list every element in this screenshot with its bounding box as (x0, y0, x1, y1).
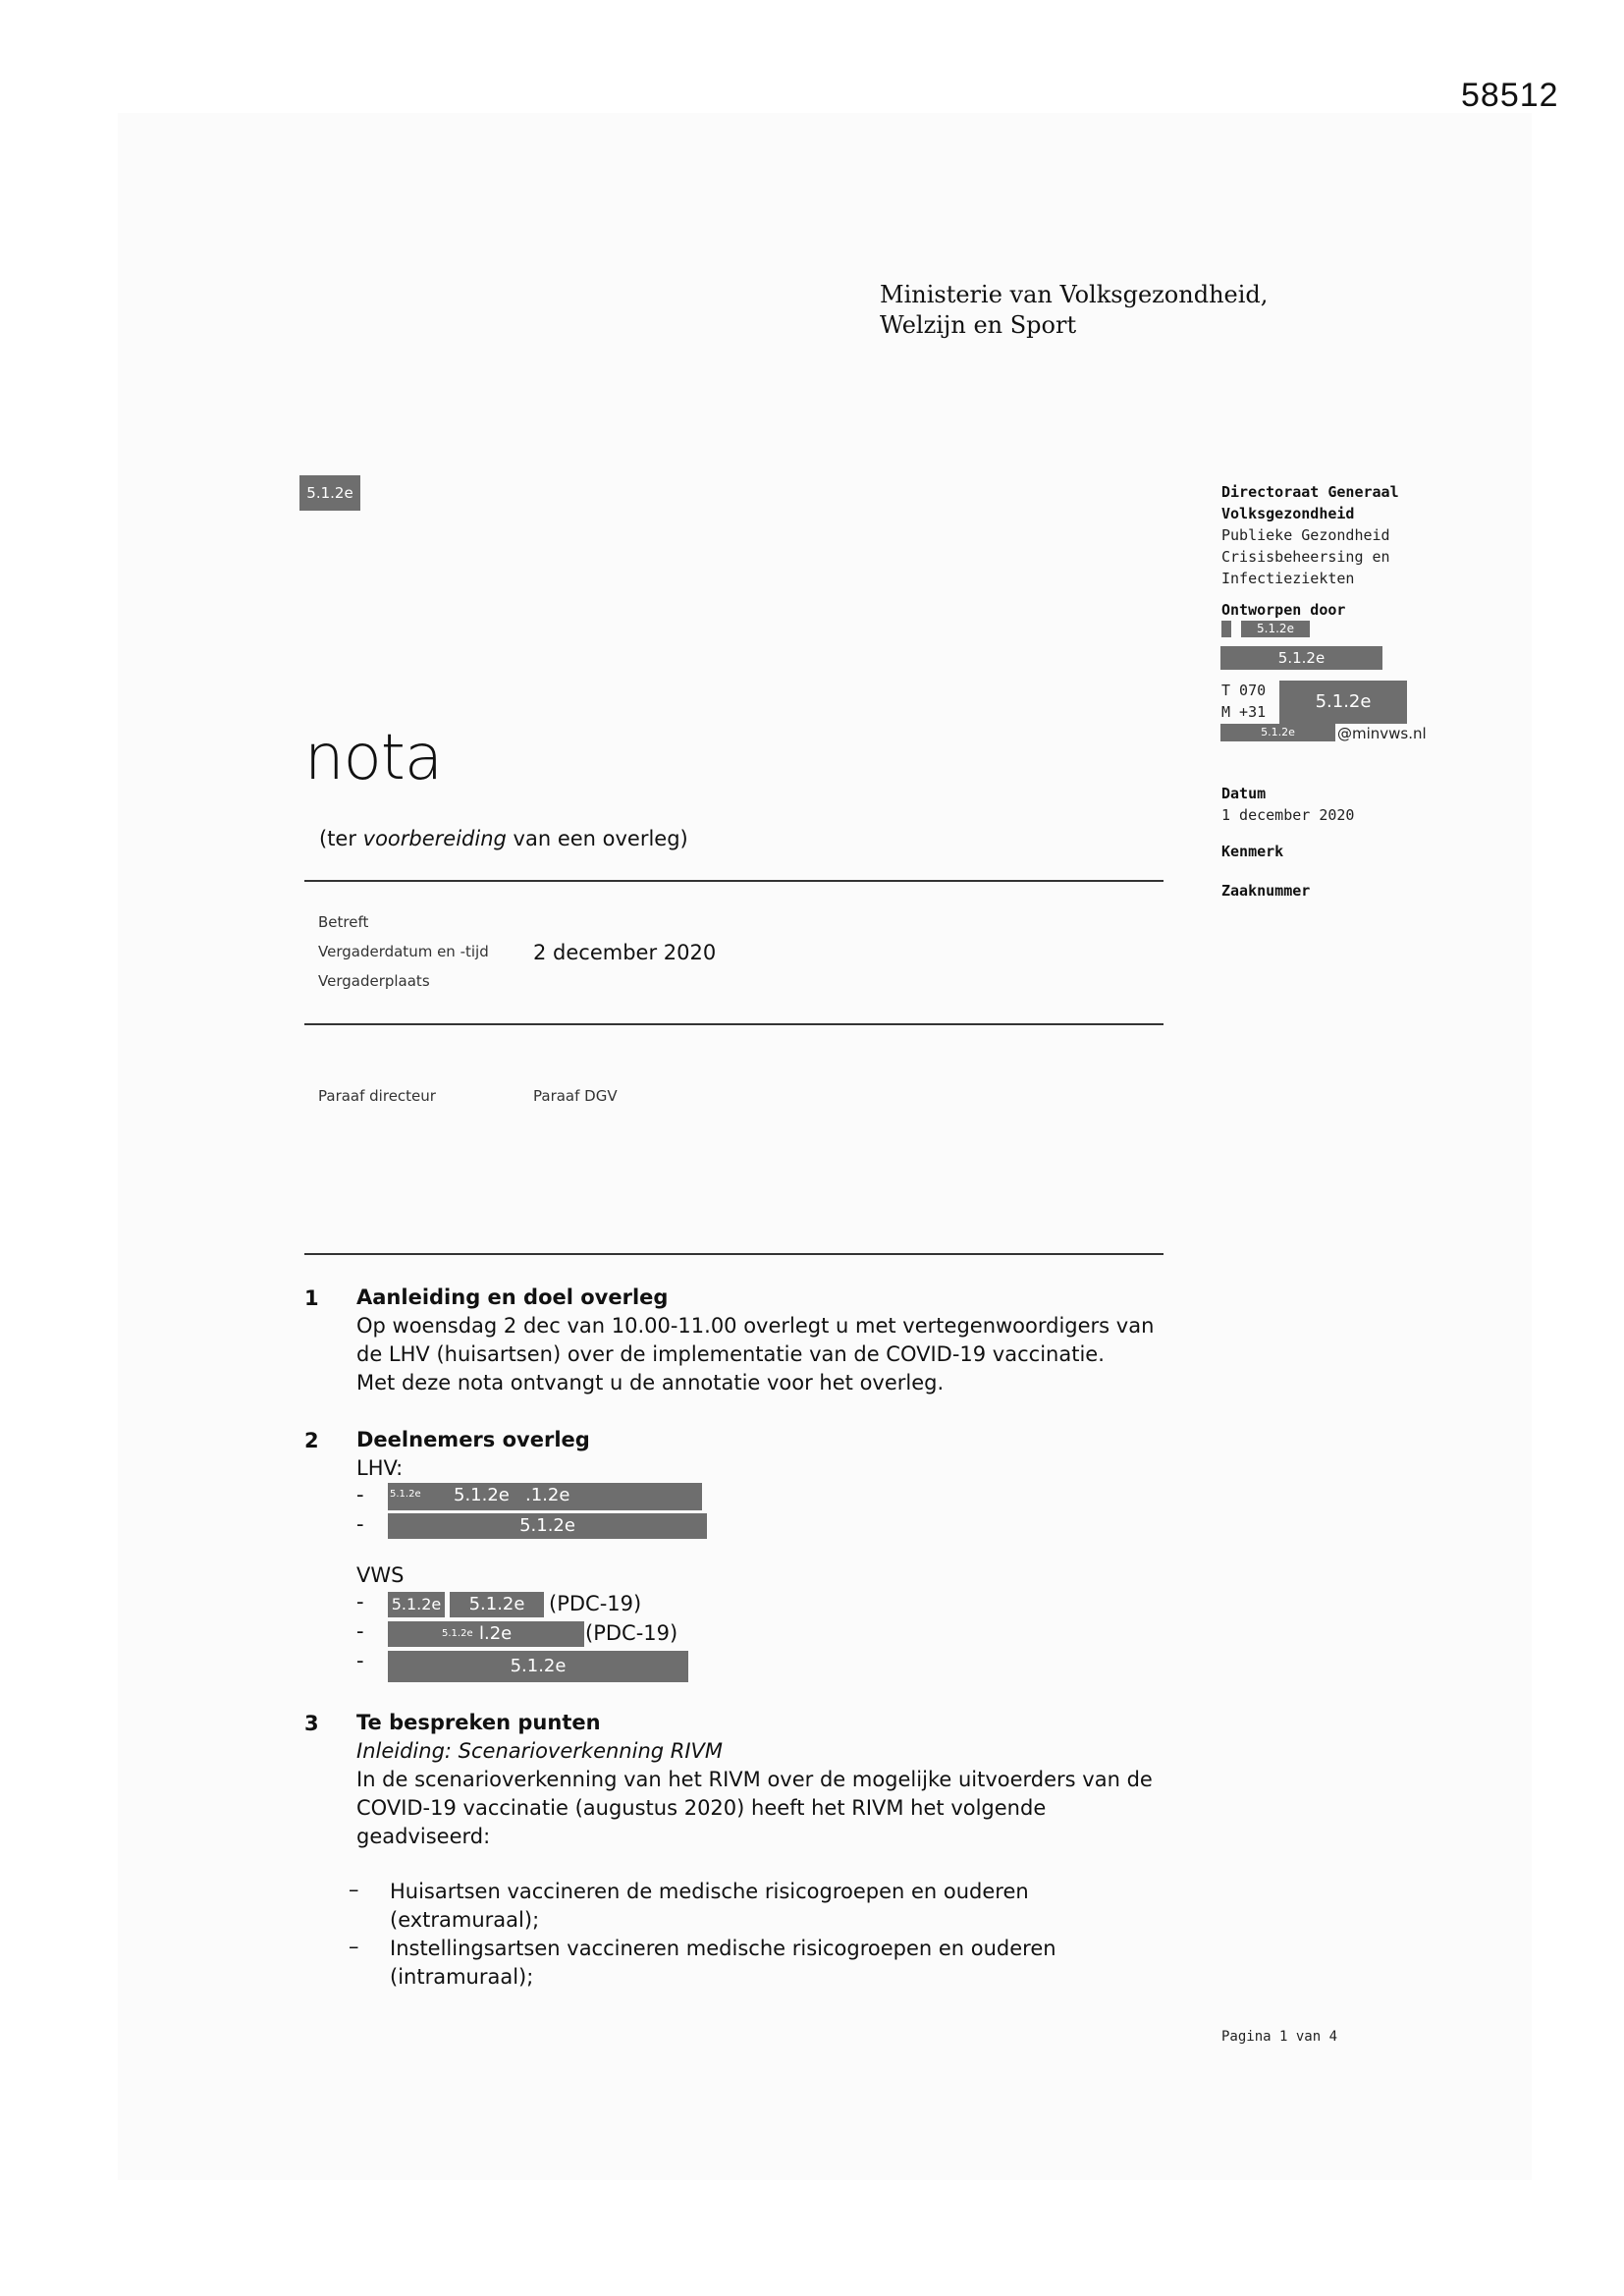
document-number: 58512 (1461, 77, 1559, 114)
signoff-director: Paraaf directeur (318, 1087, 436, 1105)
date-value: 1 december 2020 (1221, 806, 1355, 824)
participant-role: (PDC-19) (585, 1621, 678, 1645)
meeting-place-label: Vergaderplaats (318, 972, 430, 990)
redaction-label: l.2e (479, 1623, 513, 1644)
list-dash: - (356, 1619, 364, 1643)
paragraph-line: geadviseerd: (356, 1825, 491, 1848)
subtitle: (ter voorbereiding van een overleg) (319, 827, 688, 850)
list-dash: - (356, 1590, 364, 1613)
redaction-box: 5.1.2e (1241, 621, 1310, 637)
redaction-box: 5.1.2e (1220, 724, 1335, 741)
org-line-2: Volksgezondheid (1221, 505, 1355, 522)
section-heading: Te bespreken punten (356, 1711, 601, 1734)
section-heading: Aanleiding en doel overleg (356, 1285, 669, 1309)
phone-m: M +31 (1221, 703, 1267, 721)
subsection-intro: Inleiding: Scenarioverkenning RIVM (356, 1739, 724, 1763)
date-label: Datum (1221, 785, 1267, 802)
paragraph-line: Met deze nota ontvangt u de annotatie voor het overleg. (356, 1371, 945, 1394)
redaction-label: 5.1.2e (442, 1628, 473, 1639)
org-line-3: Publieke Gezondheid (1221, 526, 1390, 544)
page-number: Pagina 1 van 4 (1221, 2029, 1338, 2045)
meeting-datetime-label: Vergaderdatum en -tijd (318, 943, 489, 960)
org-line-4: Crisisbeheersing en (1221, 548, 1390, 566)
org-line-5: Infectieziekten (1221, 570, 1355, 587)
redaction-box: 5.1.2e (388, 1513, 707, 1539)
org-line-1: Directoraat Generaal (1221, 483, 1399, 501)
list-dash: - (356, 1512, 364, 1536)
section-number: 1 (304, 1286, 319, 1310)
divider (304, 1253, 1164, 1255)
section-number: 2 (304, 1429, 319, 1452)
paragraph-line: COVID-19 vaccinatie (augustus 2020) heeft het RIVM het volgende (356, 1796, 1047, 1820)
sidebar-organization (1221, 481, 1399, 589)
redaction-box: 5.1.2e (1220, 646, 1382, 670)
page-title: nota (304, 722, 443, 794)
signoff-dgv: Paraaf DGV (533, 1087, 618, 1105)
list-dash: – (349, 1878, 359, 1901)
redaction-box (1221, 621, 1231, 637)
redaction-box: 5.1.2e (299, 475, 360, 511)
list-dash: - (356, 1483, 364, 1506)
case-number-label: Zaaknummer (1221, 882, 1311, 900)
ministry-line-1: Ministerie van Volksgezondheid, (880, 281, 1269, 308)
redaction-label: 5.1.2e (390, 1489, 421, 1500)
redaction-box: 5.1.2e (388, 1592, 445, 1617)
redaction-label: 5.1.2e (454, 1485, 510, 1505)
section-1 (356, 1284, 1154, 1397)
list-dash: – (349, 1935, 359, 1958)
participant-group-lhv: LHV: (356, 1456, 404, 1480)
ministry-logo (880, 280, 1268, 341)
list-dash: - (356, 1649, 364, 1672)
phone-t: T 070 (1221, 682, 1267, 699)
section-3 (356, 1709, 1153, 1851)
paragraph-line: de LHV (huisartsen) over de implementatie van de COVID-19 vaccinatie. (356, 1342, 1105, 1366)
paragraph-line: In de scenarioverkenning van het RIVM over de mogelijke uitvoerders van de (356, 1768, 1153, 1791)
reference-label: Kenmerk (1221, 843, 1284, 860)
ministry-line-2: Welzijn en Sport (880, 311, 1077, 339)
email-suffix: @minvws.nl (1337, 725, 1427, 742)
paragraph-line: Op woensdag 2 dec van 10.00-11.00 overlegt u met vertegenwoordigers van (356, 1314, 1155, 1338)
list-item: Huisartsen vaccineren de medische risicogroepen en ouderen (extramuraal); (390, 1880, 1029, 1932)
participant-role: (PDC-19) (549, 1592, 642, 1615)
participant-group-vws: VWS (356, 1563, 405, 1587)
divider (304, 880, 1164, 882)
designed-by-label: Ontworpen door (1221, 601, 1346, 619)
list-item: Instellingsartsen vaccineren medische risicogroepen en ouderen (intramuraal); (390, 1937, 1056, 1989)
section-heading: Deelnemers overleg (356, 1428, 590, 1451)
divider (304, 1023, 1164, 1025)
meeting-date: 2 december 2020 (533, 941, 717, 964)
redaction-box: 5.1.2e (388, 1651, 688, 1682)
redaction-box: 5.1.2e (1279, 681, 1407, 724)
redaction-label: .1.2e (525, 1485, 570, 1505)
subject-label: Betreft (318, 913, 369, 931)
page-sheet (118, 113, 1532, 2180)
section-number: 3 (304, 1712, 319, 1735)
redaction-box: 5.1.2e (450, 1592, 544, 1617)
